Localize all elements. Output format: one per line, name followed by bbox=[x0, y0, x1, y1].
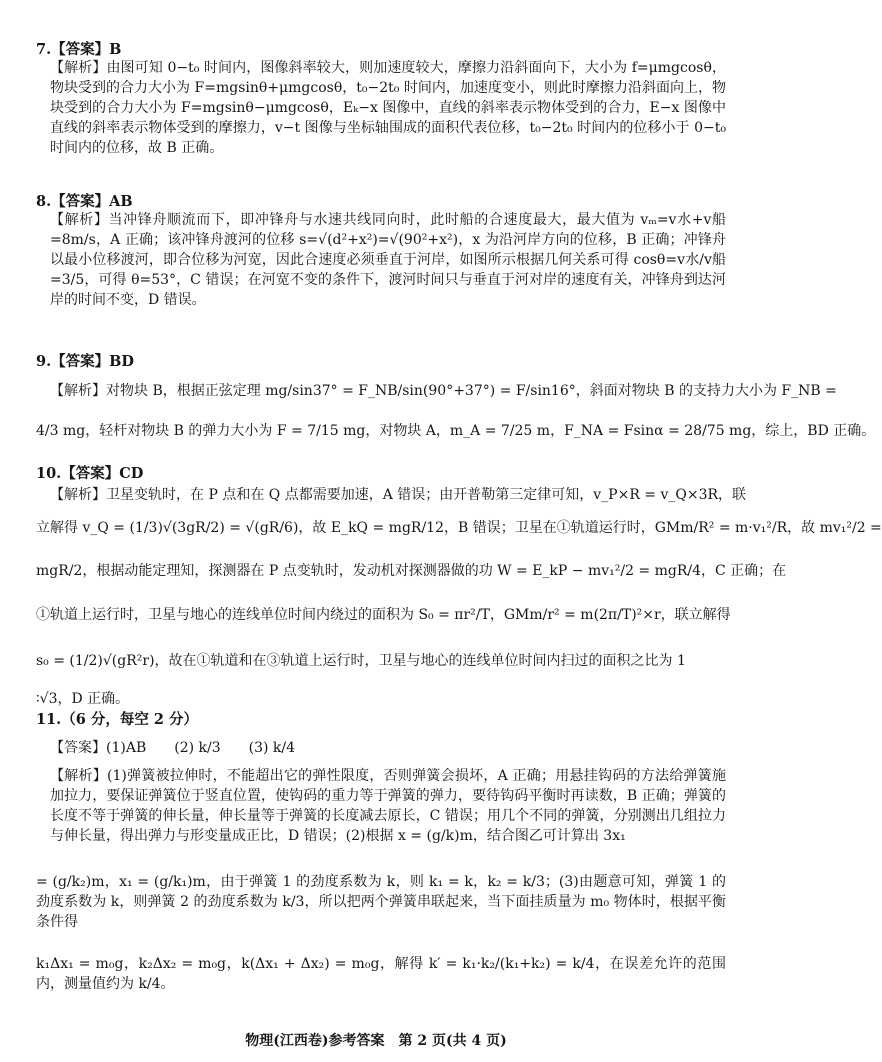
q9-answer-heading: 9.【答案】BD bbox=[36, 353, 134, 370]
q8-answer-heading: 8.【答案】AB bbox=[36, 193, 133, 210]
q9-explanation-line-1: 【解析】对物块 B，根据正弦定理 mg/sin37° = F_NB/sin(90°+37°) = F/sin16°，斜面对物块 B 的支持力大小为 F_NB = bbox=[50, 383, 837, 399]
q11-answer: 【答案】(1)AB (2) k/3 (3) k/4 bbox=[50, 740, 296, 756]
q10-answer-heading: 10.【答案】CD bbox=[36, 465, 144, 482]
q11-explanation-part-3: k₁Δx₁ = m₀g，k₂Δx₂ = m₀g，k(Δx₁ + Δx₂) = m₀g，解得 k′ = k₁·k₂/(k₁+k₂) = k/4，在误差允许的范围内，测量值约为 k/4。 bbox=[36, 956, 726, 992]
q8-explanation: 【解析】当冲锋舟顺流而下，即冲锋舟与水速共线同向时，此时船的合速度最大，最大值为 vₘ=v水+v船=8m/s，A 正确；该冲锋舟渡河的位移 s=√(d²+x²)=√(90²+x²)，x 为沿河岸方向的位移，B 正确；冲锋舟以最小位移渡河，即合位移为河宽，因此合速度必须垂直于河岸，如图所示根据几何关系可得 cosθ=v水/v船=3/5，可得 θ=53°，C 错误；在河宽不变的条件下，渡河时间只与垂直于河对岸的速度有关，冲锋舟到达河岸的时间不变，D 错误。 bbox=[50, 212, 726, 308]
q11-explanation-part-2: = (g/k₂)m，x₁ = (g/k₁)m，由于弹簧 1 的劲度系数为 k，则 k₁ = k，k₂ = k/3；(3)由题意可知，弹簧 1 的劲度系数为 k，则弹簧 2 的劲度系数为 k/3，所以把两个弹簧串联起来，当下面挂质量为 m₀ 物体时，根据平衡条件得 bbox=[36, 874, 726, 930]
q10-explanation-line-3: mgR/2，根据动能定理知，探测器在 P 点变轨时，发动机对探测器做的功 W = E_kP − mv₁²/2 = mgR/4，C 正确；在 bbox=[36, 563, 787, 579]
q10-explanation-line-5: s₀ = (1/2)√(gR²r)，故在①轨道和在③轨道上运行时，卫星与地心的连线单位时间内扫过的面积之比为 1 bbox=[36, 653, 686, 669]
q9-explanation-line-2: 4/3 mg，轻杆对物块 B 的弹力大小为 F = 7/15 mg，对物块 A，m_A = 7/25 m，F_NA = Fsinα = 28/75 mg，综上，BD 正确。 bbox=[36, 423, 876, 439]
q10-explanation-line-2: 立解得 v_Q = (1/3)√(3gR/2) = √(gR/6)，故 E_kQ = mgR/12，B 错误；卫星在①轨道运行时，GMm/R² = m·v₁²/R，故 mv₁²/2 = bbox=[36, 520, 882, 536]
page-footer: 物理(江西卷)参考答案 第 2 页(共 4 页) bbox=[245, 1033, 507, 1049]
q10-explanation-line-6: ∶√3，D 正确。 bbox=[36, 691, 130, 707]
q10-explanation-line-4: ①轨道上运行时，卫星与地心的连线单位时间内绕过的面积为 S₀ = πr²/T，GMm/r² = m(2π/T)²×r，联立解得 bbox=[36, 607, 731, 623]
q7-answer-heading: 7.【答案】B bbox=[36, 41, 122, 58]
q7-explanation: 【解析】由图可知 0−t₀ 时间内，图像斜率较大，则加速度较大，摩擦力沿斜面向下，大小为 f=μmgcosθ，物块受到的合力大小为 F=mgsinθ+μmgcosθ，t₀−2t₀ 时间内，加速度变小，则此时摩擦力沿斜面向上，物块受到的合力大小为 F=mgsinθ−μmgcosθ，Eₖ−x 图像中，直线的斜率表示物体受到的合力，E−x 图像中直线的斜率表示物体受到的摩擦力，v−t 图像与坐标轴围成的面积代表位移，t₀−2t₀ 时间内的位移小于 0−t₀ 时间内的位移，故 B 正确。 bbox=[50, 60, 726, 156]
q11-explanation-part-1: 【解析】(1)弹簧被拉伸时，不能超出它的弹性限度，否则弹簧会损坏，A 正确；用悬挂钩码的方法给弹簧施加拉力，要保证弹簧位于竖直位置，使钩码的重力等于弹簧的弹力，要待钩码平衡时再读数，B 正确；弹簧的长度不等于弹簧的伸长量，伸长量等于弹簧的长度减去原长，C 错误；用几个不同的弹簧，分别测出几组拉力与伸长量，得出弹力与形变量成正比，D 错误；(2)根据 x = (g/k)m，结合图乙可计算出 3x₁ bbox=[50, 768, 726, 844]
q11-heading: 11.（6 分，每空 2 分） bbox=[36, 711, 199, 728]
q10-explanation-line-1: 【解析】卫星变轨时，在 P 点和在 Q 点都需要加速，A 错误；由开普勒第三定律可知，v_P×R = v_Q×3R，联 bbox=[50, 487, 747, 503]
